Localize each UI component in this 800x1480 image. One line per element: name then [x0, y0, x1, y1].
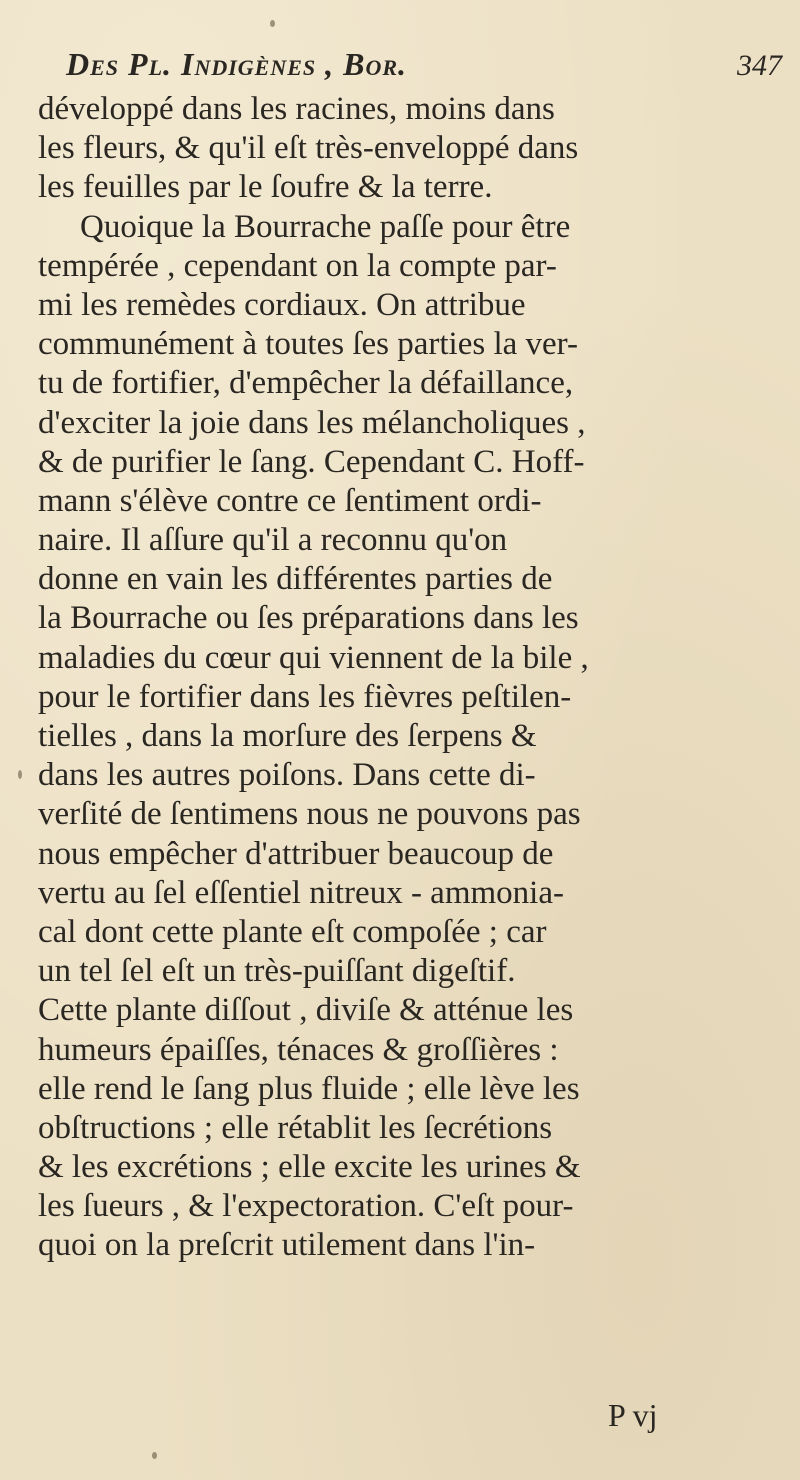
text-line: verſité de ſentimens nous ne pouvons pas	[38, 796, 581, 833]
text-line: les feuilles par le ſoufre & la terre.	[38, 169, 493, 206]
text-line: naire. Il aſſure qu'il a reconnu qu'on	[38, 522, 508, 559]
text-line: elle rend le ſang plus fluide ; elle lève les	[38, 1070, 580, 1107]
text-line: pour le fortifier dans les fièvres peſtilen-	[38, 678, 572, 715]
text-line: nous empêcher d'attribuer beaucoup de	[38, 835, 554, 872]
ink-speck	[18, 770, 22, 779]
ink-speck	[152, 1452, 157, 1459]
text-line: dans les autres poiſons. Dans cette di-	[38, 757, 536, 794]
text-line: donne en vain les différentes parties de	[38, 561, 553, 598]
signature-mark: P vj	[608, 1397, 658, 1433]
text-line: & les excrétions ; elle excite les urines &	[38, 1149, 581, 1186]
body-text	[38, 90, 788, 1266]
text-line: tempérée , cependant on la compte par-	[38, 247, 557, 284]
text-line: un tel ſel eſt un très-puiſſant digeſtif.	[38, 953, 516, 990]
running-head	[66, 46, 782, 96]
text-line: les ſueurs , & l'expectoration. C'eſt pour-	[38, 1188, 574, 1225]
text-line: communément à toutes ſes parties la ver-	[38, 326, 578, 363]
text-line: maladies du cœur qui viennent de la bile ,	[38, 639, 589, 676]
text-line: d'exciter la joie dans les mélancholiques ,	[38, 404, 586, 441]
text-line: tielles , dans la morſure des ſerpens &	[38, 718, 537, 754]
text-line: obſtructions ; elle rétablit les ſecrétions	[38, 1109, 553, 1146]
text-line: cal dont cette plante eſt compoſée ; car	[38, 913, 547, 950]
page-number: 347	[737, 49, 782, 82]
text-line: mann s'élève contre ce ſentiment ordi-	[38, 482, 542, 519]
running-head-title: Des Pl. Indigènes , Bor.	[66, 46, 408, 82]
paragraph-start-line: Quoique la Bourrache paſſe pour être	[80, 208, 571, 245]
text-line: les fleurs, & qu'il eſt très-enveloppé dans	[38, 130, 579, 167]
ink-speck	[270, 20, 275, 27]
text-line: mi les remèdes cordiaux. On attribue	[38, 286, 526, 323]
text-line: humeurs épaiſſes, ténaces & groſſières :	[38, 1031, 559, 1068]
text-line: & de purifier le ſang. Cependant C. Hoff-	[38, 443, 585, 480]
text-line: quoi on la preſcrit utilement dans l'in-	[38, 1227, 536, 1264]
text-line: Cette plante diſſout , diviſe & atténue les	[38, 992, 574, 1029]
text-line: vertu au ſel eſſentiel nitreux - ammonia-	[38, 874, 564, 911]
text-line: la Bourrache ou ſes préparations dans les	[38, 600, 579, 637]
text-line: développé dans les racines, moins dans	[38, 91, 555, 127]
text-line: tu de fortifier, d'empêcher la défaillance,	[38, 365, 574, 402]
